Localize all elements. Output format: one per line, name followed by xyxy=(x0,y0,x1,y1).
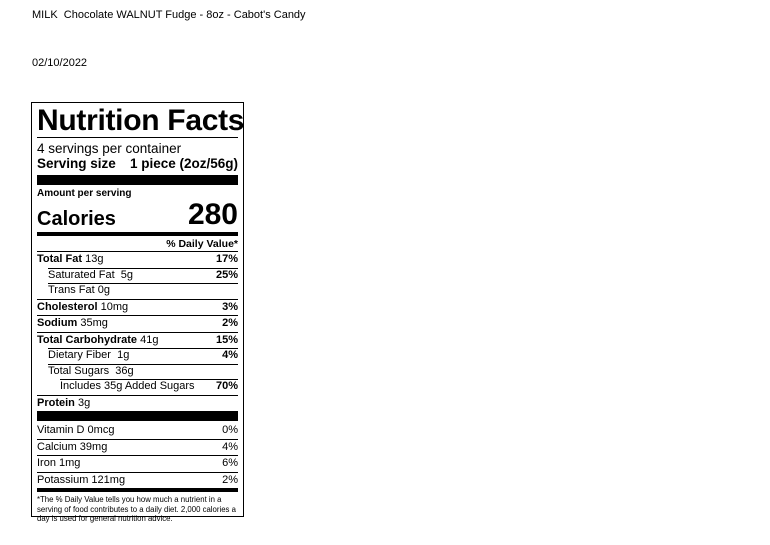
nutrient-amount: 39mg xyxy=(79,440,108,453)
nutrient-row-total-sugars xyxy=(37,364,238,380)
nutrition-facts-heading: Nutrition Facts xyxy=(37,104,245,137)
nutrient-amount: 0g xyxy=(97,284,110,296)
nutrient-name: Saturated Fat xyxy=(48,268,115,281)
serving-size-row xyxy=(37,156,238,172)
thick-divider xyxy=(37,175,238,185)
thick-divider xyxy=(37,411,238,421)
servings-per-container: 4 servings per container xyxy=(37,141,182,156)
serving-size-value: 1 piece (2oz/56g) xyxy=(129,156,238,171)
nutrient-percent: 4% xyxy=(222,349,238,361)
daily-value-footnote: *The % Daily Value tells you how much a nutrient in a serving of food contributes to a daily diet. 2,000 calories a day is used for general nutrition advice. xyxy=(37,495,236,523)
nutrient-amount: 121mg xyxy=(91,473,126,486)
nutrient-percent: 15% xyxy=(215,333,238,346)
nutrient-name: Cholesterol xyxy=(37,300,98,313)
nutrient-row-saturated-fat xyxy=(37,268,238,284)
nutrient-name: Potassium xyxy=(37,473,89,486)
nutrient-percent: 25% xyxy=(215,268,238,281)
nutrient-amount: 36g xyxy=(115,364,134,377)
nutrient-percent: 3% xyxy=(222,300,238,313)
medium-divider xyxy=(37,488,238,492)
nutrient-name: Total Fat xyxy=(37,253,83,265)
nutrient-percent: 17% xyxy=(215,253,238,265)
nutrient-name: Iron xyxy=(37,457,56,469)
nutrient-amount: 5g xyxy=(120,268,134,281)
nutrient-percent: 2% xyxy=(222,473,238,486)
nutrient-row-iron xyxy=(37,455,238,472)
nutrient-percent: 4% xyxy=(222,440,238,453)
nutrient-name: Total Sugars xyxy=(48,364,110,377)
nutrient-row-sodium xyxy=(37,315,238,332)
nutrient-percent: 2% xyxy=(222,317,238,329)
document-title: MILK Chocolate WALNUT Fudge - 8oz - Cabot's Candy xyxy=(32,9,306,21)
nutrient-name: Vitamin D xyxy=(37,424,85,436)
amount-per-serving: Amount per serving xyxy=(37,188,132,199)
nutrient-row-trans-fat xyxy=(37,283,238,299)
nutrient-row-total-carbohydrate xyxy=(37,332,238,349)
nutrient-name: Sodium xyxy=(37,317,78,329)
nutrient-row-potassium xyxy=(37,472,238,489)
nutrient-percent: 6% xyxy=(222,457,238,469)
nutrient-row-dietary-fiber xyxy=(37,348,238,364)
nutrient-name: Trans Fat xyxy=(48,284,95,296)
daily-value-header: % Daily Value* xyxy=(166,238,238,250)
nutrient-name: Protein xyxy=(37,396,75,409)
nutrient-row-protein xyxy=(37,395,238,412)
nutrient-row-total-fat xyxy=(37,251,238,268)
nutrient-percent: 70% xyxy=(215,380,238,392)
nutrient-row-added-sugars xyxy=(37,379,238,395)
nutrient-row-cholesterol xyxy=(37,299,238,316)
calories-row xyxy=(37,200,238,230)
nutrient-amount: 13g xyxy=(85,253,104,265)
nutrient-row-vitamin-d xyxy=(37,423,238,439)
nutrient-amount: 3g xyxy=(77,396,91,409)
nutrition-facts-label xyxy=(31,102,245,523)
document-date: 02/10/2022 xyxy=(32,57,88,69)
nutrient-name: Total Carbohydrate xyxy=(37,333,138,346)
nutrient-amount: 41g xyxy=(140,333,159,346)
calories-value: 280 xyxy=(187,198,238,231)
nutrient-amount: 10mg xyxy=(100,300,129,313)
nutrient-percent: 0% xyxy=(222,424,238,436)
nutrient-amount: 35mg xyxy=(80,317,108,329)
calories-label: Calories xyxy=(37,208,116,230)
nutrient-row-calcium xyxy=(37,439,238,456)
nutrient-amount: 1g xyxy=(117,349,130,361)
nutrient-amount: 0mcg xyxy=(87,424,115,436)
nutrient-name: Includes 35g Added Sugars xyxy=(60,380,195,392)
nutrient-name: Calcium xyxy=(37,440,77,453)
divider xyxy=(37,137,238,138)
nutrient-name: Dietary Fiber xyxy=(48,349,111,361)
serving-size-label: Serving size xyxy=(37,156,116,171)
nutrient-amount: 1mg xyxy=(59,457,81,469)
